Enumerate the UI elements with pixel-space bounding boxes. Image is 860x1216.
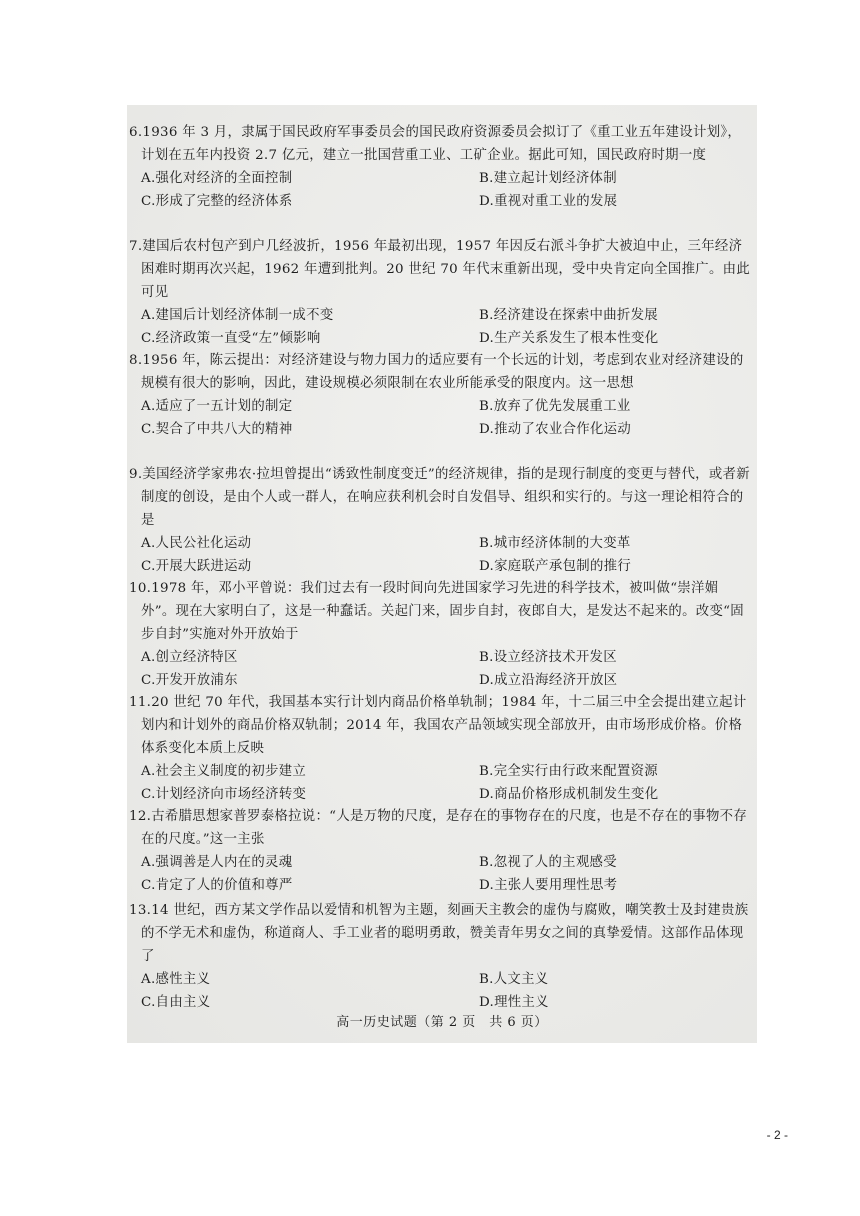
option-d: D.重视对重工业的发展 <box>479 194 618 209</box>
question-11 <box>127 691 757 806</box>
options <box>127 304 757 350</box>
options <box>127 968 757 1014</box>
question-stem: 13.14 世纪，西方某文学作品以爱情和机智为主题，刻画天主教会的虚伪与腐败，嘲笑教士及封建贵族的不学无术和虚伪，称道商人、手工业者的聪明勇敢，赞美青年男女之间的真挚爱情。这部作品体现了 <box>129 903 749 964</box>
option-a: A.强化对经济的全面控制 <box>141 171 293 186</box>
option-b: B.忽视了人的主观感受 <box>479 855 617 870</box>
question-stem: 6.1936 年 3 月，隶属于国民政府军事委员会的国民政府资源委员会拟订了《重工业五年建设计划》，计划在五年内投资 2.7 亿元，建立一批国营重工业、工矿企业。据此可知，国民政府时期一度 <box>129 125 742 163</box>
option-c: C.经济政策一直受“左”倾影响 <box>141 331 321 346</box>
question-8 <box>127 349 757 441</box>
option-d: D.主张人要用理性思考 <box>479 878 618 893</box>
options <box>127 851 757 897</box>
option-b: B.放弃了优先发展重工业 <box>479 399 631 414</box>
options <box>127 167 757 213</box>
question-stem: 11.20 世纪 70 年代，我国基本实行计划内商品价格单轨制；1984 年，十二届三中全会提出建立起计划内和计划外的商品价格双轨制；2014 年，我国农产品领域实现全部放开，由市场形成价格。价格体系变化本质上反映 <box>129 695 747 756</box>
option-c: C.开展大跃进运动 <box>141 559 252 574</box>
scanned-exam-page <box>127 105 757 1043</box>
option-b: B.设立经济技术开发区 <box>479 650 617 665</box>
option-d: D.家庭联产承包制的推行 <box>479 559 632 574</box>
option-b: B.建立起计划经济体制 <box>479 171 617 186</box>
page-footer: 高一历史试题（第 2 页 共 6 页） <box>336 1015 548 1030</box>
question-stem: 12.古希腊思想家普罗泰格拉说：“人是万物的尺度，是存在的事物存在的尺度，也是不存在的事物不存在的尺度。”这一主张 <box>129 809 748 847</box>
option-c: C.契合了中共八大的精神 <box>141 422 293 437</box>
option-d: D.成立沿海经济开放区 <box>479 673 618 688</box>
option-c: C.计划经济向市场经济转变 <box>141 787 307 802</box>
question-9 <box>127 463 757 578</box>
question-7 <box>127 235 757 350</box>
question-stem: 7.建国后农村包产到户几经波折，1956 年最初出现，1957 年因反右派斗争扩大被迫中止，三年经济困难时期再次兴起，1962 年遭到批判。20 世纪 70 年代末重新出现，受中央肯定向全国推广。由此可见 <box>129 239 751 300</box>
option-b: B.人文主义 <box>479 972 549 987</box>
option-c: C.自由主义 <box>141 995 211 1010</box>
question-10 <box>127 577 757 692</box>
option-c: C.开发开放浦东 <box>141 673 238 688</box>
options <box>127 760 757 806</box>
option-a: A.社会主义制度的初步建立 <box>141 764 307 779</box>
option-a: A.建国后计划经济体制一成不变 <box>141 308 334 323</box>
options <box>127 532 757 578</box>
option-b: B.完全实行由行政来配置资源 <box>479 764 658 779</box>
question-stem: 8.1956 年，陈云提出：对经济建设与物力国力的适应要有一个长远的计划，考虑到农业对经济建设的规模有很大的影响，因此，建设规模必须限制在农业所能承受的限度内。这一思想 <box>129 353 744 391</box>
option-b: B.经济建设在探索中曲折发展 <box>479 308 658 323</box>
option-c: C.肯定了人的价值和尊严 <box>141 878 293 893</box>
option-a: A.感性主义 <box>141 972 211 987</box>
option-d: D.理性主义 <box>479 995 549 1010</box>
option-d: D.推动了农业合作化运动 <box>479 422 632 437</box>
question-6 <box>127 121 757 213</box>
options <box>127 646 757 692</box>
option-a: A.创立经济特区 <box>141 650 238 665</box>
option-a: A.强调善是人内在的灵魂 <box>141 855 293 870</box>
question-stem: 9.美国经济学家弗农·拉坦曾提出“诱致性制度变迁”的经济规律，指的是现行制度的变更与替代，或者新制度的创设，是由个人或一群人，在响应获利机会时自发倡导、组织和实行的。与这一理论相符合的是 <box>129 467 750 528</box>
question-12 <box>127 805 757 897</box>
question-stem: 10.1978 年，邓小平曾说：我们过去有一段时间向先进国家学习先进的科学技术，被叫做“崇洋媚外”。现在大家明白了，这是一种蠢话。关起门来，固步自封，夜郎自大，是发达不起来的。改变“固步自封”实施对外开放始于 <box>129 581 744 642</box>
option-d: D.商品价格形成机制发生变化 <box>479 787 659 802</box>
option-d: D.生产关系发生了根本性变化 <box>479 331 659 346</box>
question-13 <box>127 899 757 1014</box>
page-number: - 2 - <box>766 1128 788 1142</box>
option-b: B.城市经济体制的大变革 <box>479 536 631 551</box>
options <box>127 395 757 441</box>
option-c: C.形成了完整的经济体系 <box>141 194 293 209</box>
option-a: A.人民公社化运动 <box>141 536 252 551</box>
option-a: A.适应了一五计划的制定 <box>141 399 293 414</box>
